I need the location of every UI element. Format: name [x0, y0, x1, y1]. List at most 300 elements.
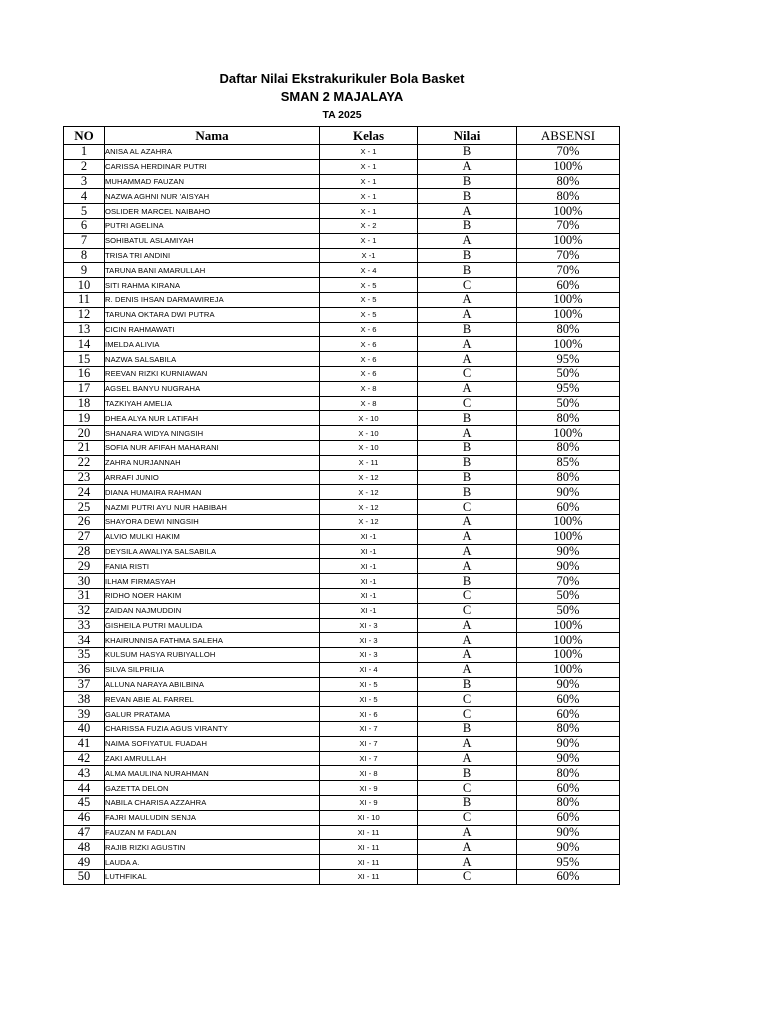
cell-nama: OSLIDER MARCEL NAIBAHO — [105, 204, 320, 219]
cell-nama: ZAHRA NURJANNAH — [105, 455, 320, 470]
cell-no: 28 — [64, 544, 105, 559]
cell-no: 7 — [64, 233, 105, 248]
cell-nama: NAZWA SALSABILA — [105, 352, 320, 367]
table-row — [64, 337, 620, 352]
cell-nilai: B — [418, 440, 517, 455]
cell-kelas: X - 1 — [320, 145, 418, 160]
table-row — [64, 662, 620, 677]
cell-no: 46 — [64, 810, 105, 825]
cell-kelas: XI -1 — [320, 603, 418, 618]
cell-kelas: X - 5 — [320, 292, 418, 307]
table-row — [64, 233, 620, 248]
table-row — [64, 633, 620, 648]
cell-absensi: 80% — [517, 470, 620, 485]
cell-nama: ZAIDAN NAJMUDDIN — [105, 603, 320, 618]
cell-nama: NAZWA AGHNI NUR 'AISYAH — [105, 189, 320, 204]
cell-kelas: X - 8 — [320, 396, 418, 411]
cell-nama: LAUDA A. — [105, 855, 320, 870]
cell-absensi: 60% — [517, 692, 620, 707]
cell-no: 45 — [64, 796, 105, 811]
cell-nilai: C — [418, 781, 517, 796]
cell-absensi: 80% — [517, 766, 620, 781]
cell-nilai: A — [418, 292, 517, 307]
cell-no: 41 — [64, 736, 105, 751]
cell-nilai: A — [418, 751, 517, 766]
cell-nilai: C — [418, 500, 517, 515]
table-row — [64, 736, 620, 751]
table-row — [64, 159, 620, 174]
cell-no: 2 — [64, 159, 105, 174]
cell-nilai: A — [418, 662, 517, 677]
cell-no: 47 — [64, 825, 105, 840]
cell-nama: TARUNA OKTARA DWI PUTRA — [105, 307, 320, 322]
cell-no: 31 — [64, 588, 105, 603]
cell-nilai: B — [418, 322, 517, 337]
cell-nama: SOHIBATUL ASLAMIYAH — [105, 233, 320, 248]
cell-kelas: X - 12 — [320, 514, 418, 529]
cell-kelas: X - 5 — [320, 307, 418, 322]
cell-absensi: 80% — [517, 440, 620, 455]
cell-nilai: B — [418, 470, 517, 485]
cell-nilai: A — [418, 381, 517, 396]
cell-nilai: A — [418, 233, 517, 248]
cell-no: 50 — [64, 870, 105, 885]
cell-no: 19 — [64, 411, 105, 426]
cell-nilai: A — [418, 514, 517, 529]
cell-nilai: B — [418, 174, 517, 189]
cell-absensi: 90% — [517, 825, 620, 840]
table-row — [64, 500, 620, 515]
cell-kelas: X - 10 — [320, 426, 418, 441]
cell-no: 35 — [64, 648, 105, 663]
cell-no: 39 — [64, 707, 105, 722]
column-header-nama: Nama — [105, 127, 320, 145]
cell-nilai: A — [418, 204, 517, 219]
cell-nilai: A — [418, 840, 517, 855]
cell-kelas: XI - 5 — [320, 692, 418, 707]
cell-absensi: 80% — [517, 796, 620, 811]
table-header-row — [64, 127, 620, 145]
cell-kelas: X - 6 — [320, 352, 418, 367]
cell-absensi: 90% — [517, 677, 620, 692]
table-row — [64, 870, 620, 885]
cell-kelas: X - 12 — [320, 500, 418, 515]
cell-absensi: 100% — [517, 514, 620, 529]
table-row — [64, 204, 620, 219]
cell-absensi: 80% — [517, 189, 620, 204]
cell-kelas: XI - 3 — [320, 618, 418, 633]
cell-kelas: XI -1 — [320, 559, 418, 574]
cell-nama: IMELDA ALIVIA — [105, 337, 320, 352]
table-row — [64, 278, 620, 293]
cell-no: 16 — [64, 366, 105, 381]
table-row — [64, 218, 620, 233]
cell-no: 4 — [64, 189, 105, 204]
cell-absensi: 80% — [517, 174, 620, 189]
cell-kelas: XI -1 — [320, 544, 418, 559]
cell-nama: CICIN RAHMAWATI — [105, 322, 320, 337]
table-row — [64, 352, 620, 367]
cell-nilai: A — [418, 736, 517, 751]
table-row — [64, 618, 620, 633]
cell-kelas: X - 1 — [320, 204, 418, 219]
cell-no: 8 — [64, 248, 105, 263]
cell-no: 38 — [64, 692, 105, 707]
table-row — [64, 292, 620, 307]
table-row — [64, 677, 620, 692]
cell-nilai: B — [418, 218, 517, 233]
cell-kelas: XI - 5 — [320, 677, 418, 692]
cell-kelas: XI - 7 — [320, 722, 418, 737]
cell-absensi: 100% — [517, 307, 620, 322]
cell-absensi: 100% — [517, 204, 620, 219]
cell-nama: REEVAN RIZKI KURNIAWAN — [105, 366, 320, 381]
cell-nilai: A — [418, 352, 517, 367]
cell-nama: LUTHFIKAL — [105, 870, 320, 885]
school-name: SMAN 2 MAJALAYA — [280, 89, 404, 104]
table-row — [64, 781, 620, 796]
table-row — [64, 574, 620, 589]
cell-no: 42 — [64, 751, 105, 766]
cell-kelas: XI -1 — [320, 588, 418, 603]
cell-nilai: C — [418, 278, 517, 293]
cell-absensi: 100% — [517, 662, 620, 677]
cell-absensi: 100% — [517, 292, 620, 307]
column-header-no: NO — [64, 127, 105, 145]
grades-table — [63, 126, 620, 885]
cell-absensi: 90% — [517, 736, 620, 751]
cell-kelas: XI - 9 — [320, 796, 418, 811]
cell-no: 30 — [64, 574, 105, 589]
document-title: Daftar Nilai Ekstrakurikuler Bola Basket — [219, 71, 465, 86]
cell-nama: ALMA MAULINA NURAHMAN — [105, 766, 320, 781]
cell-absensi: 70% — [517, 145, 620, 160]
cell-no: 1 — [64, 145, 105, 160]
column-header-absensi: ABSENSI — [517, 127, 620, 145]
cell-no: 12 — [64, 307, 105, 322]
cell-absensi: 90% — [517, 751, 620, 766]
cell-no: 17 — [64, 381, 105, 396]
cell-nama: TRISA TRI ANDINI — [105, 248, 320, 263]
table-row — [64, 189, 620, 204]
table-row — [64, 322, 620, 337]
cell-kelas: X -1 — [320, 248, 418, 263]
cell-absensi: 70% — [517, 218, 620, 233]
cell-kelas: XI - 11 — [320, 825, 418, 840]
table-row — [64, 692, 620, 707]
cell-nilai: A — [418, 618, 517, 633]
cell-kelas: XI - 4 — [320, 662, 418, 677]
cell-kelas: XI - 3 — [320, 633, 418, 648]
cell-nama: SITI RAHMA KIRANA — [105, 278, 320, 293]
cell-nilai: B — [418, 411, 517, 426]
table-row — [64, 855, 620, 870]
cell-nama: TARUNA BANI AMARULLAH — [105, 263, 320, 278]
cell-nilai: A — [418, 825, 517, 840]
table-row — [64, 174, 620, 189]
cell-no: 3 — [64, 174, 105, 189]
cell-nama: TAZKIYAH AMELIA — [105, 396, 320, 411]
cell-nilai: B — [418, 574, 517, 589]
cell-nilai: C — [418, 588, 517, 603]
cell-absensi: 100% — [517, 233, 620, 248]
cell-kelas: X - 1 — [320, 233, 418, 248]
cell-nama: GISHEILA PUTRI MAULIDA — [105, 618, 320, 633]
table-row — [64, 825, 620, 840]
table-row — [64, 440, 620, 455]
cell-absensi: 60% — [517, 278, 620, 293]
cell-nama: R. DENIS IHSAN DARMAWIREJA — [105, 292, 320, 307]
cell-nilai: A — [418, 337, 517, 352]
cell-nilai: A — [418, 633, 517, 648]
cell-nama: FAUZAN M FADLAN — [105, 825, 320, 840]
cell-absensi: 80% — [517, 322, 620, 337]
cell-nama: SHANARA WIDYA NINGSIH — [105, 426, 320, 441]
cell-absensi: 85% — [517, 455, 620, 470]
cell-nilai: C — [418, 692, 517, 707]
cell-nilai: B — [418, 263, 517, 278]
cell-kelas: XI - 6 — [320, 707, 418, 722]
cell-no: 20 — [64, 426, 105, 441]
cell-nama: RIDHO NOER HAKIM — [105, 588, 320, 603]
cell-no: 32 — [64, 603, 105, 618]
cell-nilai: C — [418, 603, 517, 618]
cell-kelas: X - 4 — [320, 263, 418, 278]
cell-nilai: A — [418, 426, 517, 441]
cell-nilai: C — [418, 810, 517, 825]
cell-nilai: C — [418, 366, 517, 381]
cell-nilai: A — [418, 544, 517, 559]
cell-nama: DIANA HUMAIRA RAHMAN — [105, 485, 320, 500]
cell-nama: AGSEL BANYU NUGRAHA — [105, 381, 320, 396]
cell-kelas: XI - 8 — [320, 766, 418, 781]
cell-absensi: 100% — [517, 648, 620, 663]
cell-absensi: 70% — [517, 263, 620, 278]
cell-kelas: XI - 7 — [320, 751, 418, 766]
table-body — [64, 145, 620, 885]
cell-kelas: XI - 11 — [320, 855, 418, 870]
cell-kelas: XI - 10 — [320, 810, 418, 825]
table-row — [64, 470, 620, 485]
cell-nama: GAZETTA DELON — [105, 781, 320, 796]
cell-absensi: 60% — [517, 781, 620, 796]
table-row — [64, 648, 620, 663]
table-row — [64, 559, 620, 574]
cell-no: 13 — [64, 322, 105, 337]
cell-nama: NABILA CHARISA AZZAHRA — [105, 796, 320, 811]
cell-nama: ARRAFI JUNIO — [105, 470, 320, 485]
cell-no: 43 — [64, 766, 105, 781]
cell-absensi: 90% — [517, 559, 620, 574]
cell-nilai: B — [418, 145, 517, 160]
cell-kelas: XI -1 — [320, 574, 418, 589]
cell-absensi: 95% — [517, 855, 620, 870]
cell-nama: ILHAM FIRMASYAH — [105, 574, 320, 589]
cell-nama: FANIA RISTI — [105, 559, 320, 574]
cell-no: 27 — [64, 529, 105, 544]
cell-nama: KHAIRUNNISA FATHMA SALEHA — [105, 633, 320, 648]
cell-nilai: A — [418, 307, 517, 322]
cell-nama: ANISA AL AZAHRA — [105, 145, 320, 160]
cell-no: 34 — [64, 633, 105, 648]
cell-nama: GALUR PRATAMA — [105, 707, 320, 722]
cell-no: 23 — [64, 470, 105, 485]
table-row — [64, 485, 620, 500]
cell-nama: SILVA SILPRILIA — [105, 662, 320, 677]
cell-nama: REVAN ABIE AL FARREL — [105, 692, 320, 707]
cell-nama: ALLUNA NARAYA ABILBINA — [105, 677, 320, 692]
academic-year: TA 2025 — [322, 109, 362, 121]
cell-absensi: 100% — [517, 529, 620, 544]
cell-nama: CHARISSA FUZIA AGUS VIRANTY — [105, 722, 320, 737]
cell-nama: NAIMA SOFIYATUL FUADAH — [105, 736, 320, 751]
cell-kelas: X - 6 — [320, 366, 418, 381]
cell-absensi: 70% — [517, 248, 620, 263]
cell-kelas: X - 1 — [320, 189, 418, 204]
cell-no: 24 — [64, 485, 105, 500]
cell-absensi: 100% — [517, 426, 620, 441]
cell-nama: SHAYORA DEWI NINGSIH — [105, 514, 320, 529]
cell-nama: SOFIA NUR AFIFAH MAHARANI — [105, 440, 320, 455]
cell-absensi: 95% — [517, 352, 620, 367]
cell-kelas: XI - 11 — [320, 870, 418, 885]
cell-absensi: 100% — [517, 337, 620, 352]
cell-nilai: A — [418, 648, 517, 663]
table-row — [64, 411, 620, 426]
cell-absensi: 95% — [517, 381, 620, 396]
cell-nilai: A — [418, 159, 517, 174]
cell-nilai: B — [418, 766, 517, 781]
cell-absensi: 80% — [517, 722, 620, 737]
cell-nama: NAZMI PUTRI AYU NUR HABIBAH — [105, 500, 320, 515]
cell-no: 14 — [64, 337, 105, 352]
table-row — [64, 145, 620, 160]
cell-absensi: 100% — [517, 618, 620, 633]
cell-nilai: B — [418, 677, 517, 692]
cell-no: 44 — [64, 781, 105, 796]
table-row — [64, 796, 620, 811]
table-row — [64, 751, 620, 766]
table-row — [64, 381, 620, 396]
cell-absensi: 50% — [517, 366, 620, 381]
table-row — [64, 529, 620, 544]
cell-no: 21 — [64, 440, 105, 455]
cell-no: 22 — [64, 455, 105, 470]
table-row — [64, 603, 620, 618]
column-header-kelas: Kelas — [320, 127, 418, 145]
cell-nama: MUHAMMAD FAUZAN — [105, 174, 320, 189]
cell-no: 37 — [64, 677, 105, 692]
table-row — [64, 588, 620, 603]
cell-absensi: 90% — [517, 485, 620, 500]
cell-absensi: 50% — [517, 396, 620, 411]
cell-nama: DHEA ALYA NUR LATIFAH — [105, 411, 320, 426]
table-row — [64, 263, 620, 278]
cell-kelas: XI - 11 — [320, 840, 418, 855]
cell-kelas: X - 10 — [320, 440, 418, 455]
cell-no: 10 — [64, 278, 105, 293]
cell-absensi: 50% — [517, 588, 620, 603]
table-row — [64, 707, 620, 722]
cell-kelas: X - 10 — [320, 411, 418, 426]
cell-nilai: B — [418, 485, 517, 500]
cell-no: 33 — [64, 618, 105, 633]
table-row — [64, 248, 620, 263]
cell-kelas: XI - 9 — [320, 781, 418, 796]
cell-kelas: X - 6 — [320, 322, 418, 337]
cell-nama: ZAKI AMRULLAH — [105, 751, 320, 766]
cell-no: 40 — [64, 722, 105, 737]
table-row — [64, 810, 620, 825]
cell-nilai: C — [418, 396, 517, 411]
cell-nama: RAJIB RIZKI AGUSTIN — [105, 840, 320, 855]
cell-kelas: X - 11 — [320, 455, 418, 470]
cell-nama: KULSUM HASYA RUBIYALLOH — [105, 648, 320, 663]
cell-nilai: B — [418, 189, 517, 204]
cell-no: 49 — [64, 855, 105, 870]
cell-absensi: 60% — [517, 870, 620, 885]
column-header-nilai: Nilai — [418, 127, 517, 145]
cell-kelas: X - 1 — [320, 174, 418, 189]
cell-no: 9 — [64, 263, 105, 278]
cell-kelas: XI -1 — [320, 529, 418, 544]
cell-absensi: 80% — [517, 411, 620, 426]
cell-kelas: X - 1 — [320, 159, 418, 174]
cell-nilai: C — [418, 707, 517, 722]
cell-kelas: XI - 7 — [320, 736, 418, 751]
table-row — [64, 722, 620, 737]
table-row — [64, 840, 620, 855]
cell-absensi: 60% — [517, 500, 620, 515]
table-row — [64, 307, 620, 322]
cell-no: 15 — [64, 352, 105, 367]
cell-nilai: A — [418, 559, 517, 574]
cell-nilai: B — [418, 722, 517, 737]
cell-no: 48 — [64, 840, 105, 855]
cell-nilai: B — [418, 796, 517, 811]
cell-absensi: 100% — [517, 633, 620, 648]
cell-nama: DEYSILA AWALIYA SALSABILA — [105, 544, 320, 559]
cell-nama: PUTRI AGELINA — [105, 218, 320, 233]
table-row — [64, 514, 620, 529]
table-row — [64, 544, 620, 559]
cell-nilai: A — [418, 855, 517, 870]
cell-no: 25 — [64, 500, 105, 515]
cell-absensi: 60% — [517, 707, 620, 722]
cell-kelas: XI - 3 — [320, 648, 418, 663]
cell-nama: CARISSA HERDINAR PUTRI — [105, 159, 320, 174]
cell-no: 26 — [64, 514, 105, 529]
cell-no: 6 — [64, 218, 105, 233]
cell-kelas: X - 8 — [320, 381, 418, 396]
cell-nama: ALVIO MULKI HAKIM — [105, 529, 320, 544]
cell-absensi: 60% — [517, 810, 620, 825]
cell-kelas: X - 5 — [320, 278, 418, 293]
cell-kelas: X - 12 — [320, 485, 418, 500]
cell-nilai: A — [418, 529, 517, 544]
cell-nilai: B — [418, 248, 517, 263]
table-row — [64, 426, 620, 441]
table-row — [64, 396, 620, 411]
cell-no: 29 — [64, 559, 105, 574]
cell-no: 5 — [64, 204, 105, 219]
cell-no: 18 — [64, 396, 105, 411]
table-row — [64, 455, 620, 470]
cell-kelas: X - 6 — [320, 337, 418, 352]
cell-no: 36 — [64, 662, 105, 677]
cell-absensi: 70% — [517, 574, 620, 589]
cell-kelas: X - 2 — [320, 218, 418, 233]
